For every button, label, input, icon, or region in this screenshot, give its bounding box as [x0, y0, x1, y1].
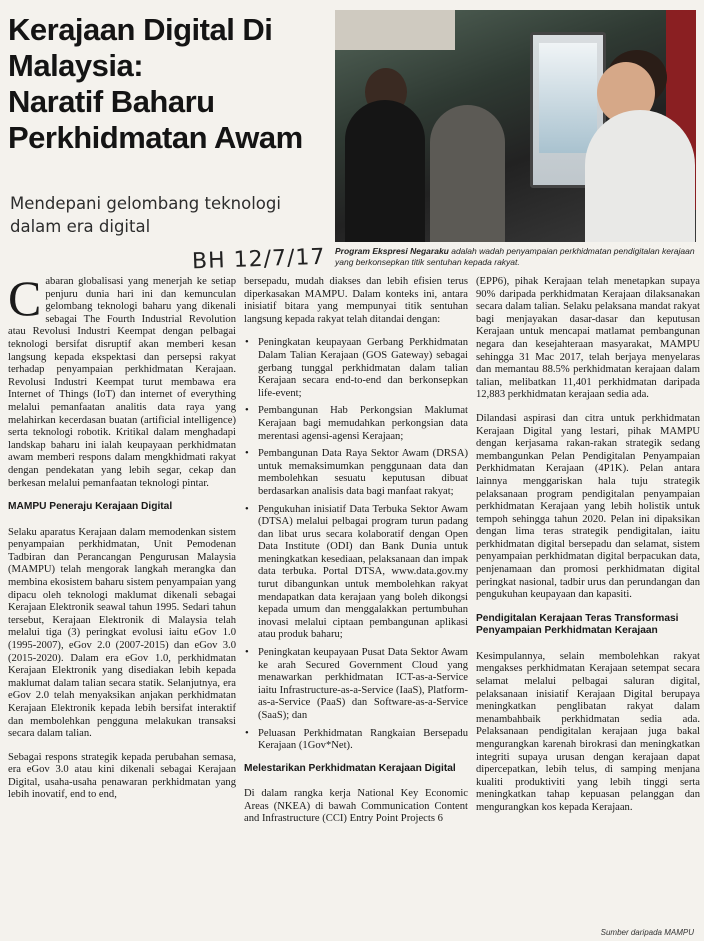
photo-caption: [335, 246, 696, 268]
paragraph: (EPP6), pihak Kerajaan telah menetapkan supaya 90% daripada perkhidmatan Kerajaan dilaksanakan secara dalam talian. Selaku pelaksana mandat rakyat bagi menjayakan dasar-dasar dan keputusan Kerajaan untuk mencapai matlamat pembangunan negara dan kesejahteraan masyarakat, MAMPU sehingga 31 Mac 2017, telah berjaya menyelaras dan memantau 88.5% perkhidmatan kerajaan dalam talian, melibatkan 11,401 perkhidmatan daripada 12,883 perkhidmatan kerajaan sedia ada.: [476, 276, 700, 401]
headline: [8, 12, 318, 156]
section-heading: Melestarikan Perkhidmatan Kerajaan Digital: [244, 762, 456, 774]
handwritten-date-note: BH 12/7/17: [191, 244, 326, 275]
list-item: • Peluasan Perkhidmatan Rangkaian Bersepadu Kerajaan (1Gov*Net).: [244, 728, 468, 753]
photo-person: [585, 110, 695, 242]
paragraph: Sebagai respons strategik kepada perubahan semasa, era eGov 3.0 atau kini dikenali sebagai Kerajaan Digital, usaha-usaha penawaran perkhidmatan yang lebih inovatif, end to end,: [8, 751, 236, 801]
subhead: Mendepani gelombang teknologi dalam era digital: [10, 194, 281, 236]
column-2: [244, 276, 468, 837]
paragraph: [8, 270, 236, 490]
caption-text: adalah wadah penyampaian perkhidmatan pendigitalan kerajaan yang berkonsepkan titik sentuhan kepada rakyat.: [335, 246, 695, 267]
source-credit: Sumber daripada MAMPU: [600, 928, 694, 937]
initiative-list: [244, 337, 468, 752]
paragraph: Selaku aparatus Kerajaan dalam memodenkan sistem penyampaian perkhidmatan, Unit Pemodenan Tadbiran dan Perancangan Pengurusan Malaysia (MAMPU) telah mengorak langkah merangka dan membina ekosistem baharu sistem penyampaian yang dipacu oleh teknologi maklumat dikenali sebagai Kerajaan Elektronik seawal tahun 1995. Sedari tahun tersebut, Kerajaan Elektronik di Malaysia telah melalui tiga (3) peringkat evolusi iaitu eGov 1.0 (1995-2007), eGov 2.0 (2007-2015) dan eGov 3.0 (2015-2020). Dalam era eGov 1.0, perkhidmatan Kerajaan Elektronik yang disediakan lebih kepada maklumat dalam talian secara statik. Selanjutnya, era eGov 2.0 telah menyaksikan anjakan perkhidmatan Kerajaan Elektronik kepada lebih bersifat interaktif dan membolehkan pengguna melakukan transaksi secara dalam talian.: [8, 526, 236, 740]
column-3: [476, 276, 700, 826]
paragraph: bersepadu, mudah diakses dan lebih efisien terus diperkasakan MAMPU. Dalam konteks ini, antara inisiatif bitara yang mempunyai titik sentuhan langsung kepada rakyat telah ditandai dengan:: [244, 276, 468, 325]
list-item: • Pembangunan Hab Perkongsian Maklumat Kerajaan bagi memudahkan perkongsian data merentasi agensi-agensi Kerajaan;: [244, 405, 468, 443]
list-item: • Peningkatan keupayaan Gerbang Perkhidmatan Dalam Talian Kerajaan (GOS Gateway) sebagai gerbang tunggal perkhidmatan dalam talian Kerajaan secara end-to-end dan berkonsepkan life-event;: [244, 337, 468, 400]
photo-person: [430, 105, 505, 242]
headline-line: Kerajaan Digital Di: [8, 12, 273, 47]
paragraph: Kesimpulannya, selain membolehkan rakyat mengakses perkhidmatan Kerajaan setempat secara selamat melalui pelbagai saluran digital, pelaksanaan inisiatif Kerajaan Digital berupaya meningkatkan penglibatan rakyat dalam menambahbaik perkhidmatan sedia ada. Pelaksanaan pendigitalan kerajaan juga bakal mengurangkan karenah birokrasi dan meningkatkan integriti supaya urusan dengan kerajaan dapat dipercepatkan, lebih telus, di samping menjana kualiti produktiviti yang lebih tinggi serta meningkatkan tahap kepuasan pelanggan dan mengurangkan kos kepada Kerajaan.: [476, 650, 700, 813]
drop-cap: C: [8, 270, 42, 326]
list-item: • Pembangunan Data Raya Sektor Awam (DRSA) untuk memaksimumkan penggunaan data dan membolehkan sesuatu keputusan dibuat berdasarkan analisis data bagi manfaat rakyat;: [244, 448, 468, 498]
photo-person: [345, 100, 425, 242]
headline-line: Malaysia:: [8, 48, 144, 83]
photo-signboard: [335, 10, 455, 50]
paragraph: Dilandasi aspirasi dan citra untuk perkhidmatan Kerajaan Digital yang lestari, pihak MAMPU dengan kerjasama rakan-rakan strategik sedang membangunkan Pelan Pendigitalan Penyampaian Perkhidmatan Kerajaan (4P1K). Pelan antara lainnya menggariskan hala tuju strategik pelaksanaan program pendigitalan penyampaian perkhidmatan Kerajaan yang lebih holistik untuk tempoh sehingga tahun 2020. Pelan ini dipaksikan dengan lima teras strategik pendigitalan, iaitu perkhidmatan digital bersepadu dan selamat, sistem penyampaian perkhidmatan digital berpacukan data, penjenamaan dan promosi perkhidmatan digital peringkat nasional, tadbir urus dan perundangan dan pengukuhan keupayaan dan kapasiti.: [476, 412, 700, 601]
list-item: • Peningkatan keupayaan Pusat Data Sektor Awam ke arah Secured Government Cloud yang menawarkan perkhidmatan ICT-as-a-Service iaitu Infrastructure-as-a-Service (IaaS), Platform-as-a-Service (PaaS) dan Software-as-a-Service (SaaS); dan: [244, 647, 468, 723]
news-photo: [335, 10, 696, 242]
headline-line: Naratif Baharu: [8, 84, 215, 119]
section-heading: Pendigitalan Kerajaan Teras Transformasi Penyampaian Perkhidmatan Kerajaan: [476, 612, 679, 637]
headline-line: Perkhidmatan Awam: [8, 120, 303, 155]
paragraph: Di dalam rangka kerja National Key Economic Areas (NKEA) di bawah Communication Content and Infrastructure (CCI) Entry Point Projects 6: [244, 788, 468, 825]
paragraph-text: abaran globalisasi yang menerjah ke setiap penjuru dunia hari ini dan kemunculan gelombang teknologi baharu yang dikenali sebagai The Fourth Industrial Revolution atau Revolusi Industri Keempat dengan pelbagai teknologi bersifat disruptif akan memberi kesan langsung kepada ekspektasi dan persepsi rakyat terhadap penyampaian perkhidmatan Kerajaan. Revolusi Industri Keempat turut membawa era Internet of Things (IoT) dan internet of everything melalui pemanfaatan analitis data raya yang melahirkan kecerdasan buatan (artificial intelligence) serta teknologi robotik. Kritikal dalam menghadapi landskap baharu ini ialah keupayaan perkhidmatan awam memberi respons dalam mengkhidmati rakyat dengan pendekatan yang lebih segar, cekap dan berkesan melalui pemanfaatan teknologi pintar.: [8, 276, 236, 489]
section-heading: MAMPU Peneraju Kerajaan Digital: [8, 501, 173, 513]
column-1: [8, 270, 236, 813]
list-item: • Pengukuhan inisiatif Data Terbuka Sektor Awam (DTSA) melalui pelbagai program turun padang dan libat urus secara kolaboratif dengan Open Data Institute (ODI) dan Bank Dunia untuk meningkatkan kesediaan, pelaksanaan dan impak data terbuka. Portal DTSA, www.data.gov.my turut dibangunkan untuk membolehkan rakyat mendapatkan data kerajaan yang boleh dikongsi kepada umum dan menggalakkan pertumbuhan inovasi melalui ciptaan pembangunan aplikasi atau produk baharu;: [244, 504, 468, 643]
caption-bold: Program Ekspresi Negaraku: [335, 246, 449, 256]
